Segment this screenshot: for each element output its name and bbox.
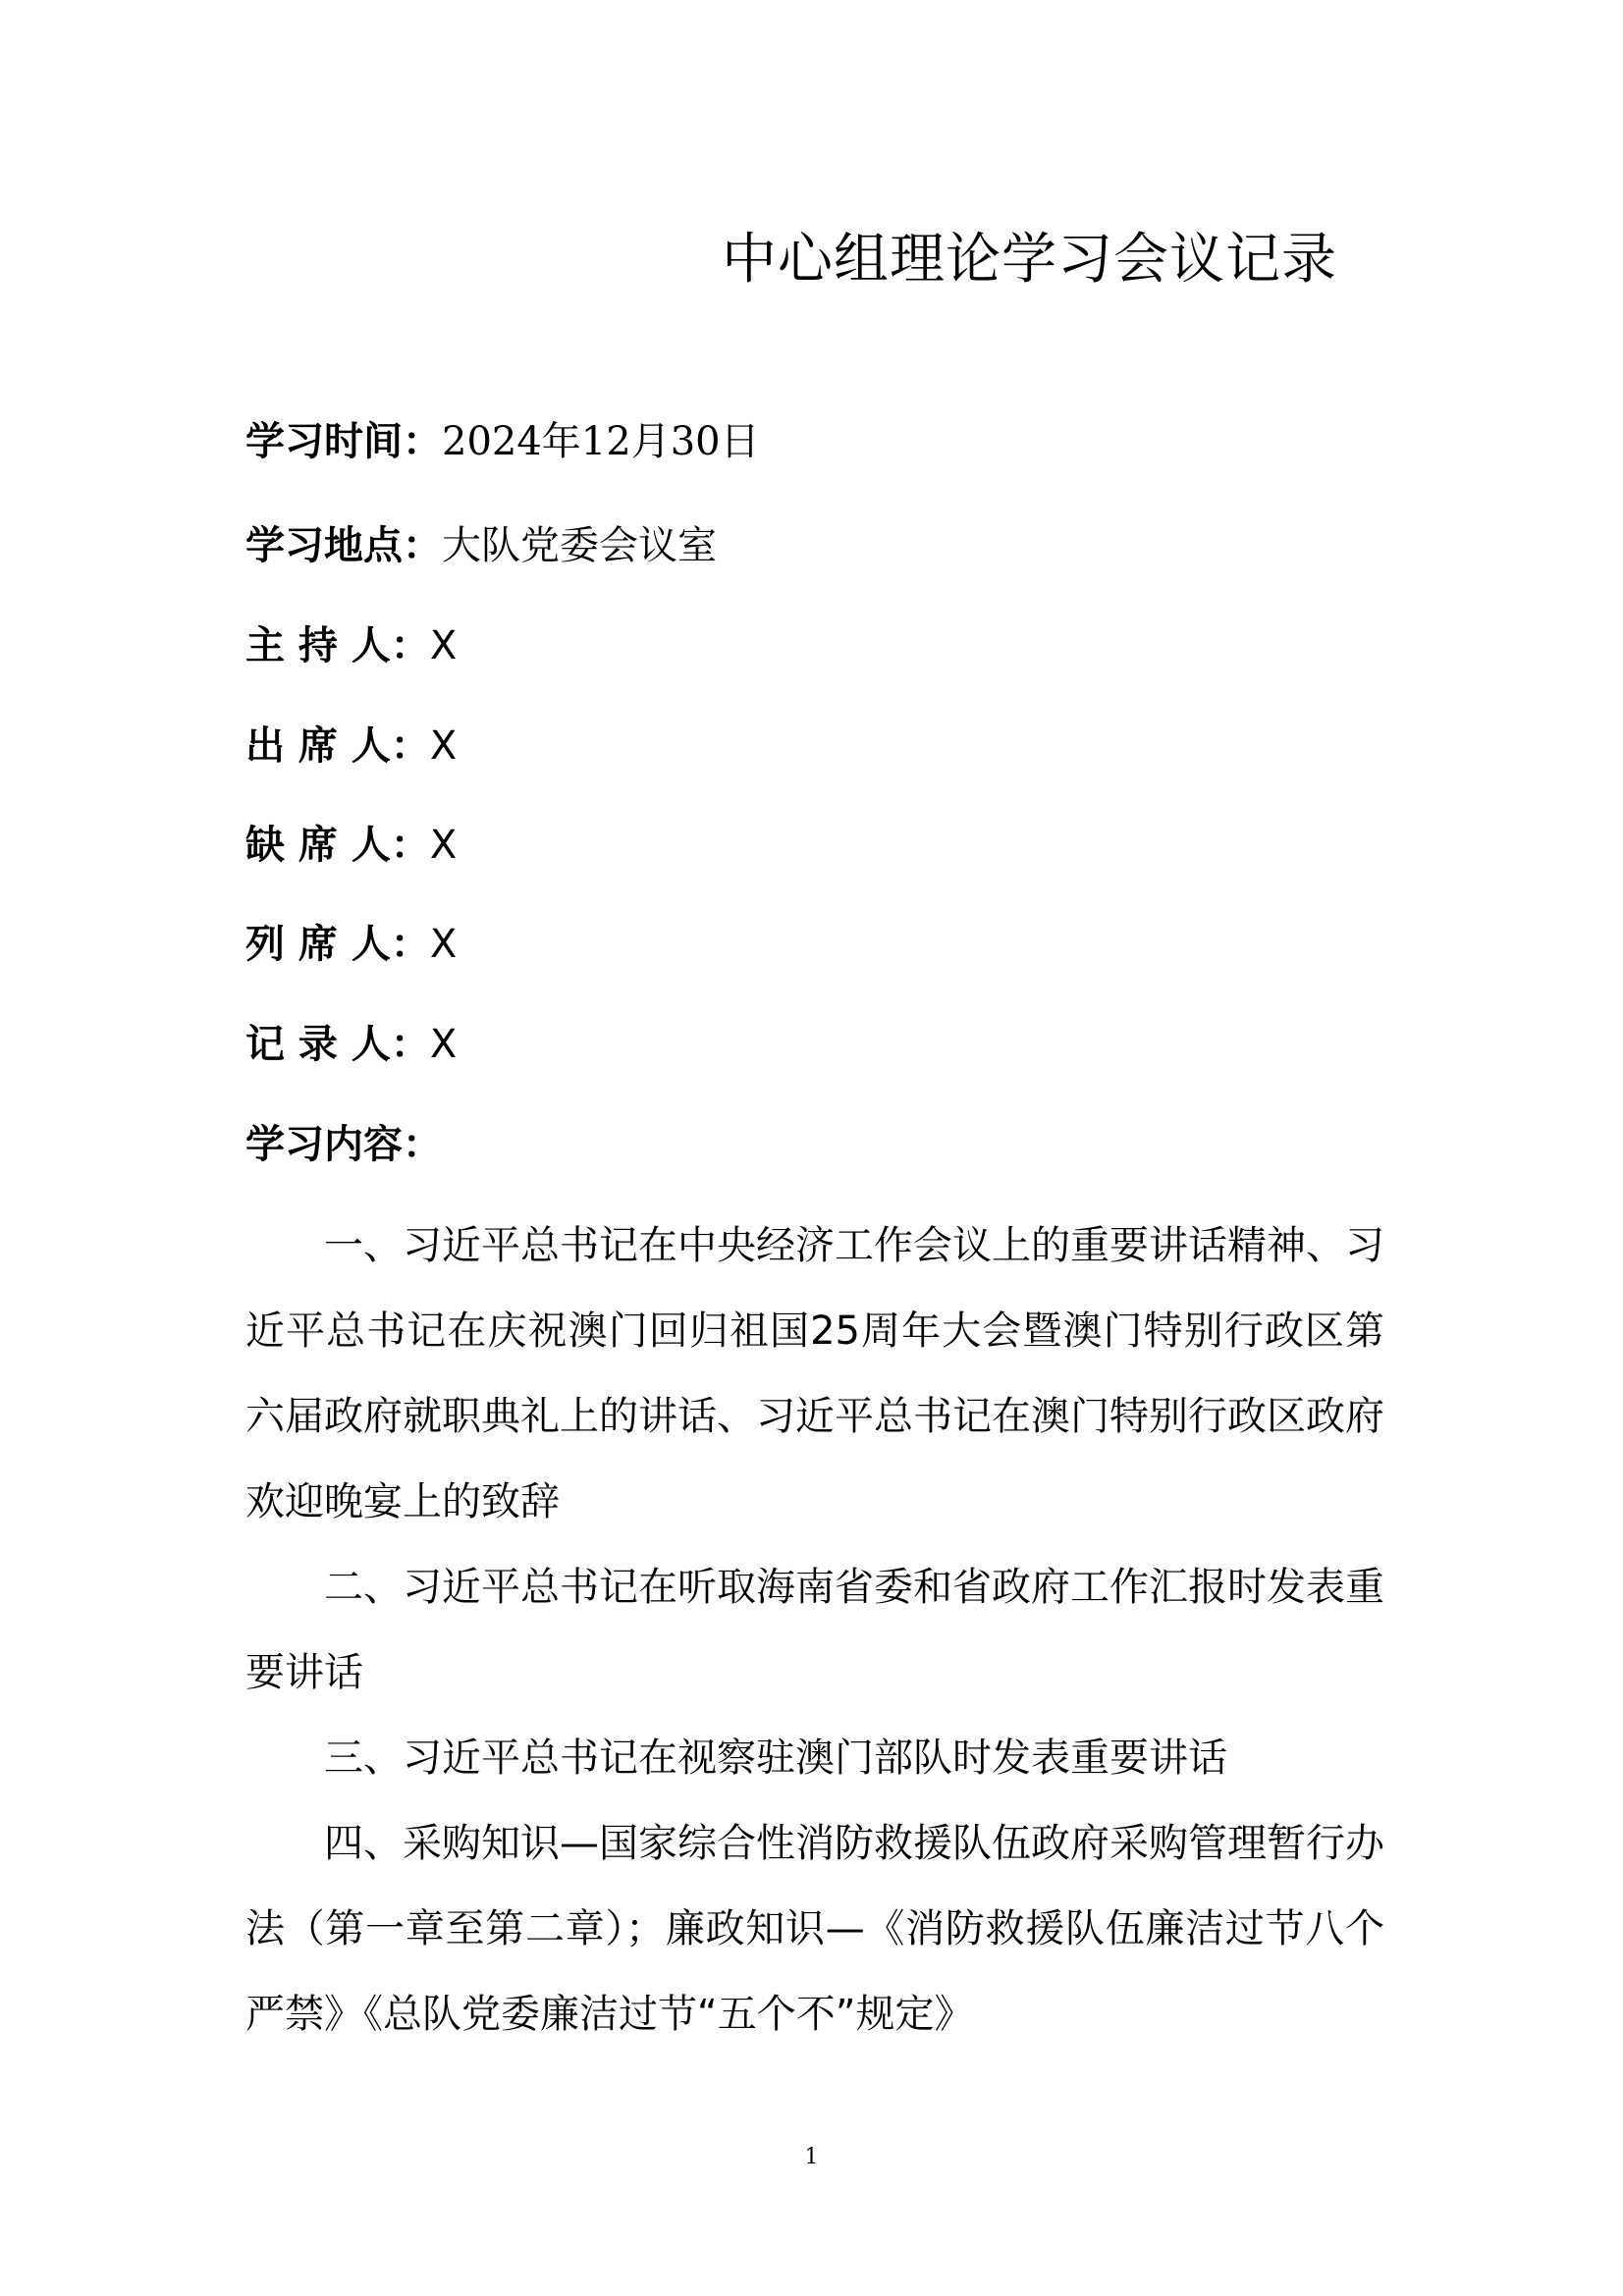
info-row-study-location xyxy=(245,518,717,573)
info-row-attendees xyxy=(245,719,457,774)
info-value: X xyxy=(429,922,458,967)
info-value: 2024年12月30日 xyxy=(442,419,760,464)
info-value: X xyxy=(429,823,458,868)
content-item-4: 四、采购知识—国家综合性消防救援队伍政府采购管理暂行办法（第一章至第二章）；廉政知识—《消防救援队伍廉洁过节八个严禁》《总队党委廉洁过节“五个不”规定》 xyxy=(245,1821,1384,2037)
content-heading xyxy=(245,1117,442,1172)
document-title: 中心组理论学习会议记录 xyxy=(722,228,1337,292)
info-row-host xyxy=(245,618,457,673)
info-label: 记 录 人： xyxy=(245,1022,430,1067)
content-item-2: 二、习近平总书记在听取海南省委和省政府工作汇报时发表重要讲话 xyxy=(245,1565,1384,1695)
page-number: 1 xyxy=(804,2145,819,2169)
info-label: 主 持 人： xyxy=(245,623,430,668)
info-label: 列 席 人： xyxy=(245,922,430,967)
info-value: 大队党委会议室 xyxy=(442,523,717,568)
info-label: 缺 席 人： xyxy=(245,823,430,868)
content-label: 学习内容： xyxy=(245,1122,442,1167)
info-label: 学习地点： xyxy=(245,523,442,568)
info-row-study-time xyxy=(245,414,760,469)
info-label: 出 席 人： xyxy=(245,723,430,769)
info-row-absentees xyxy=(245,818,457,873)
info-value: X xyxy=(429,623,458,668)
content-item-3: 三、习近平总书记在视察驻澳门部队时发表重要讲话 xyxy=(324,1735,1227,1781)
info-label: 学习时间： xyxy=(245,419,442,464)
info-row-recorder xyxy=(245,1017,457,1072)
info-value: X xyxy=(429,1022,458,1067)
info-row-observers xyxy=(245,917,457,972)
info-value: X xyxy=(429,723,458,769)
content-item-1: 一、习近平总书记在中央经济工作会议上的重要讲话精神、习近平总书记在庆祝澳门回归祖国25周年大会暨澳门特别行政区第六届政府就职典礼上的讲话、习近平总书记在澳门特别行政区政府欢迎晚宴上的致辞 xyxy=(245,1223,1384,1524)
